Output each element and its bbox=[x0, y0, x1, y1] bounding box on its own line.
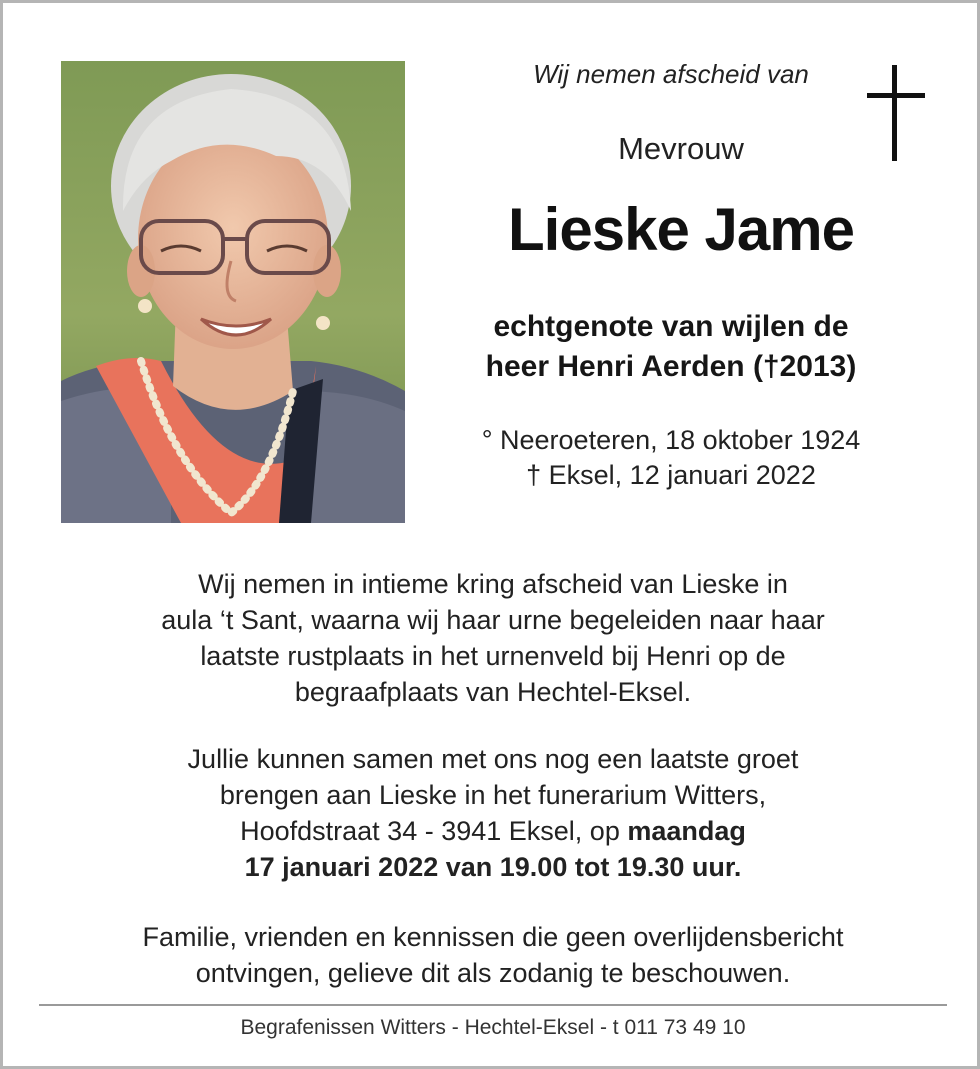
divider bbox=[39, 1004, 947, 1006]
paragraph-line: laatste rustplaats in het urnenveld bij Henri op de bbox=[200, 641, 786, 671]
paragraph-line: brengen aan Lieske in het funerarium Witters, bbox=[219, 780, 767, 810]
honorific: Mevrouw bbox=[618, 131, 744, 166]
paragraph-line bbox=[43, 813, 943, 849]
birth-date: ° Neeroeteren, 18 oktober 1924 bbox=[481, 425, 861, 455]
paragraph-line: begraafplaats van Hechtel-Eksel. bbox=[294, 677, 692, 707]
paragraph-line: Wij nemen in intieme kring afscheid van Lieske in bbox=[198, 569, 788, 599]
notice-paragraph bbox=[43, 919, 943, 991]
portrait-photo bbox=[61, 61, 405, 523]
funeral-home-footer: Begrafenissen Witters - Hechtel-Eksel - t 011 73 49 10 bbox=[240, 1016, 746, 1039]
visitation-time: 17 januari 2022 van 19.00 tot 19.30 uur. bbox=[244, 852, 742, 882]
spouse-line-1: echtgenote van wijlen de bbox=[493, 310, 849, 343]
paragraph-line: Jullie kunnen samen met ons nog een laatste groet bbox=[187, 744, 799, 774]
paragraph-line: Familie, vrienden en kennissen die geen overlijdensbericht bbox=[142, 922, 844, 952]
life-dates bbox=[423, 423, 919, 493]
visitation-day: maandag bbox=[627, 816, 746, 846]
paragraph-line: ontvingen, gelieve dit als zodanig te beschouwen. bbox=[195, 958, 791, 988]
address-text: Hoofdstraat 34 - 3941 Eksel, op bbox=[240, 816, 628, 846]
spouse-line-2: heer Henri Aerden (†2013) bbox=[485, 350, 857, 383]
deceased-name: Lieske Jame bbox=[508, 196, 854, 263]
paragraph-line: aula ‘t Sant, waarna wij haar urne begeleiden naar haar bbox=[161, 605, 825, 635]
intro-text: Wij nemen afscheid van bbox=[533, 59, 809, 89]
visitation-paragraph bbox=[43, 741, 943, 885]
death-date: † Eksel, 12 januari 2022 bbox=[526, 460, 816, 490]
farewell-paragraph bbox=[43, 566, 943, 710]
spouse-info bbox=[423, 307, 919, 387]
